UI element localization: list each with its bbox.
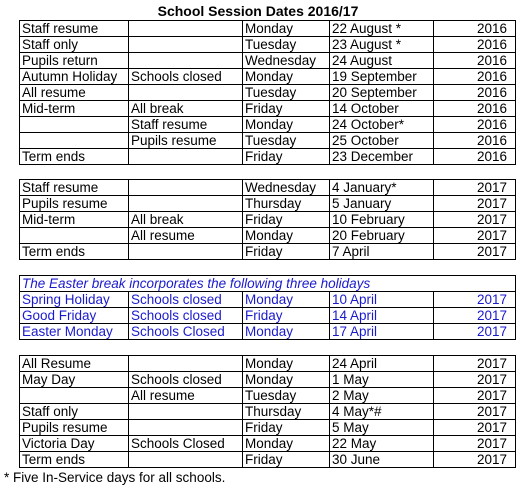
table-row — [20, 420, 516, 436]
weekday-cell: Friday — [243, 101, 330, 117]
table-row — [20, 133, 516, 149]
note-cell: Schools closed — [129, 69, 243, 85]
table-row — [20, 356, 516, 372]
year-cell: 2016 — [434, 149, 516, 165]
date-cell: 19 September — [330, 69, 434, 85]
year-cell: 2017 — [434, 420, 516, 436]
weekday-cell: Wednesday — [243, 180, 330, 196]
year-cell: 2016 — [434, 101, 516, 117]
year-cell: 2017 — [434, 308, 516, 324]
easter-note: The Easter break incorporates the following three holidays — [20, 276, 516, 292]
event-cell: Good Friday — [20, 308, 129, 324]
year-cell: 2016 — [434, 85, 516, 101]
event-cell: Easter Monday — [20, 324, 129, 340]
year-cell: 2016 — [434, 53, 516, 69]
note-cell — [129, 196, 243, 212]
weekday-cell: Friday — [243, 244, 330, 260]
year-cell: 2017 — [434, 372, 516, 388]
year-cell: 2017 — [434, 180, 516, 196]
footnote: * Five In-Service days for all schools. — [4, 470, 226, 485]
year-cell: 2017 — [434, 356, 516, 372]
year-cell: 2017 — [434, 452, 516, 468]
table-row — [20, 196, 516, 212]
note-cell: All resume — [129, 388, 243, 404]
date-cell: 23 August * — [330, 37, 434, 53]
event-cell — [20, 133, 129, 149]
event-cell — [20, 388, 129, 404]
table-row — [20, 308, 516, 324]
event-cell: Spring Holiday — [20, 292, 129, 308]
year-cell: 2017 — [434, 228, 516, 244]
date-cell: 20 February — [330, 228, 434, 244]
event-cell: Term ends — [20, 452, 129, 468]
weekday-cell: Wednesday — [243, 53, 330, 69]
event-cell: Mid-term — [20, 212, 129, 228]
note-cell: All resume — [129, 228, 243, 244]
note-cell: All break — [129, 101, 243, 117]
note-cell — [129, 244, 243, 260]
date-cell: 4 January* — [330, 180, 434, 196]
date-cell: 10 February — [330, 212, 434, 228]
year-cell: 2016 — [434, 117, 516, 133]
table-row — [20, 21, 516, 37]
event-cell: Staff resume — [20, 21, 129, 37]
table-row — [20, 212, 516, 228]
event-cell: Pupils return — [20, 53, 129, 69]
weekday-cell: Friday — [243, 420, 330, 436]
date-cell: 23 December — [330, 149, 434, 165]
note-cell: Schools closed — [129, 372, 243, 388]
year-cell: 2017 — [434, 212, 516, 228]
term3-table — [19, 355, 516, 468]
year-cell: 2017 — [434, 436, 516, 452]
date-cell: 25 October — [330, 133, 434, 149]
note-cell — [129, 404, 243, 420]
note-cell: Pupils resume — [129, 133, 243, 149]
table-row — [20, 101, 516, 117]
weekday-cell: Tuesday — [243, 133, 330, 149]
weekday-cell: Thursday — [243, 404, 330, 420]
weekday-cell: Monday — [243, 324, 330, 340]
year-cell: 2017 — [434, 244, 516, 260]
date-cell: 4 May*# — [330, 404, 434, 420]
weekday-cell: Monday — [243, 228, 330, 244]
date-cell: 5 May — [330, 420, 434, 436]
year-cell: 2017 — [434, 388, 516, 404]
year-cell: 2016 — [434, 69, 516, 85]
event-cell: Mid-term — [20, 101, 129, 117]
event-cell: Staff only — [20, 404, 129, 420]
term1-table — [19, 20, 516, 165]
table-row — [20, 372, 516, 388]
note-cell — [129, 85, 243, 101]
note-cell: Schools Closed — [129, 436, 243, 452]
event-cell: Pupils resume — [20, 196, 129, 212]
weekday-cell: Monday — [243, 436, 330, 452]
weekday-cell: Monday — [243, 117, 330, 133]
note-cell: All break — [129, 212, 243, 228]
table-row — [20, 292, 516, 308]
date-cell: 10 April — [330, 292, 434, 308]
event-cell: Term ends — [20, 149, 129, 165]
table-row — [20, 244, 516, 260]
date-cell: 24 August — [330, 53, 434, 69]
note-cell: Schools closed — [129, 292, 243, 308]
year-cell: 2016 — [434, 37, 516, 53]
table-row — [20, 388, 516, 404]
weekday-cell: Friday — [243, 149, 330, 165]
note-cell — [129, 149, 243, 165]
table-row — [20, 85, 516, 101]
note-cell — [129, 21, 243, 37]
weekday-cell: Friday — [243, 212, 330, 228]
event-cell: Victoria Day — [20, 436, 129, 452]
event-cell: Staff resume — [20, 180, 129, 196]
year-cell: 2017 — [434, 196, 516, 212]
date-cell: 24 April — [330, 356, 434, 372]
table-row — [20, 452, 516, 468]
event-cell: All Resume — [20, 356, 129, 372]
note-cell — [129, 452, 243, 468]
table-row — [20, 53, 516, 69]
year-cell: 2017 — [434, 292, 516, 308]
table-row — [20, 180, 516, 196]
note-cell: Staff resume — [129, 117, 243, 133]
year-cell: 2016 — [434, 21, 516, 37]
easter-note-row — [20, 276, 516, 292]
weekday-cell: Friday — [243, 452, 330, 468]
weekday-cell: Monday — [243, 69, 330, 85]
event-cell — [20, 228, 129, 244]
date-cell: 20 September — [330, 85, 434, 101]
table-row — [20, 149, 516, 165]
event-cell: Term ends — [20, 244, 129, 260]
date-cell: 2 May — [330, 388, 434, 404]
note-cell: Schools closed — [129, 308, 243, 324]
note-cell — [129, 37, 243, 53]
note-cell — [129, 420, 243, 436]
table-row — [20, 324, 516, 340]
weekday-cell: Friday — [243, 308, 330, 324]
note-cell — [129, 53, 243, 69]
term2-table — [19, 179, 516, 260]
date-cell: 14 October — [330, 101, 434, 117]
table-row — [20, 117, 516, 133]
weekday-cell: Monday — [243, 292, 330, 308]
weekday-cell: Monday — [243, 372, 330, 388]
date-cell: 5 January — [330, 196, 434, 212]
weekday-cell: Thursday — [243, 196, 330, 212]
event-cell: Autumn Holiday — [20, 69, 129, 85]
table-row — [20, 69, 516, 85]
year-cell: 2017 — [434, 324, 516, 340]
table-row — [20, 436, 516, 452]
date-cell: 14 April — [330, 308, 434, 324]
note-cell: Schools Closed — [129, 324, 243, 340]
weekday-cell: Monday — [243, 356, 330, 372]
weekday-cell: Monday — [243, 21, 330, 37]
weekday-cell: Tuesday — [243, 388, 330, 404]
event-cell: Pupils resume — [20, 420, 129, 436]
table-row — [20, 37, 516, 53]
event-cell: Staff only — [20, 37, 129, 53]
weekday-cell: Tuesday — [243, 85, 330, 101]
event-cell: All resume — [20, 85, 129, 101]
year-cell: 2017 — [434, 404, 516, 420]
date-cell: 22 May — [330, 436, 434, 452]
note-cell — [129, 180, 243, 196]
event-cell — [20, 117, 129, 133]
table-row — [20, 404, 516, 420]
year-cell: 2016 — [434, 133, 516, 149]
date-cell: 17 April — [330, 324, 434, 340]
date-cell: 24 October* — [330, 117, 434, 133]
date-cell: 22 August * — [330, 21, 434, 37]
event-cell: May Day — [20, 372, 129, 388]
date-cell: 30 June — [330, 452, 434, 468]
easter-table — [19, 275, 516, 340]
note-cell — [129, 356, 243, 372]
table-row — [20, 228, 516, 244]
weekday-cell: Tuesday — [243, 37, 330, 53]
date-cell: 7 April — [330, 244, 434, 260]
date-cell: 1 May — [330, 372, 434, 388]
page-title: School Session Dates 2016/17 — [157, 3, 359, 19]
